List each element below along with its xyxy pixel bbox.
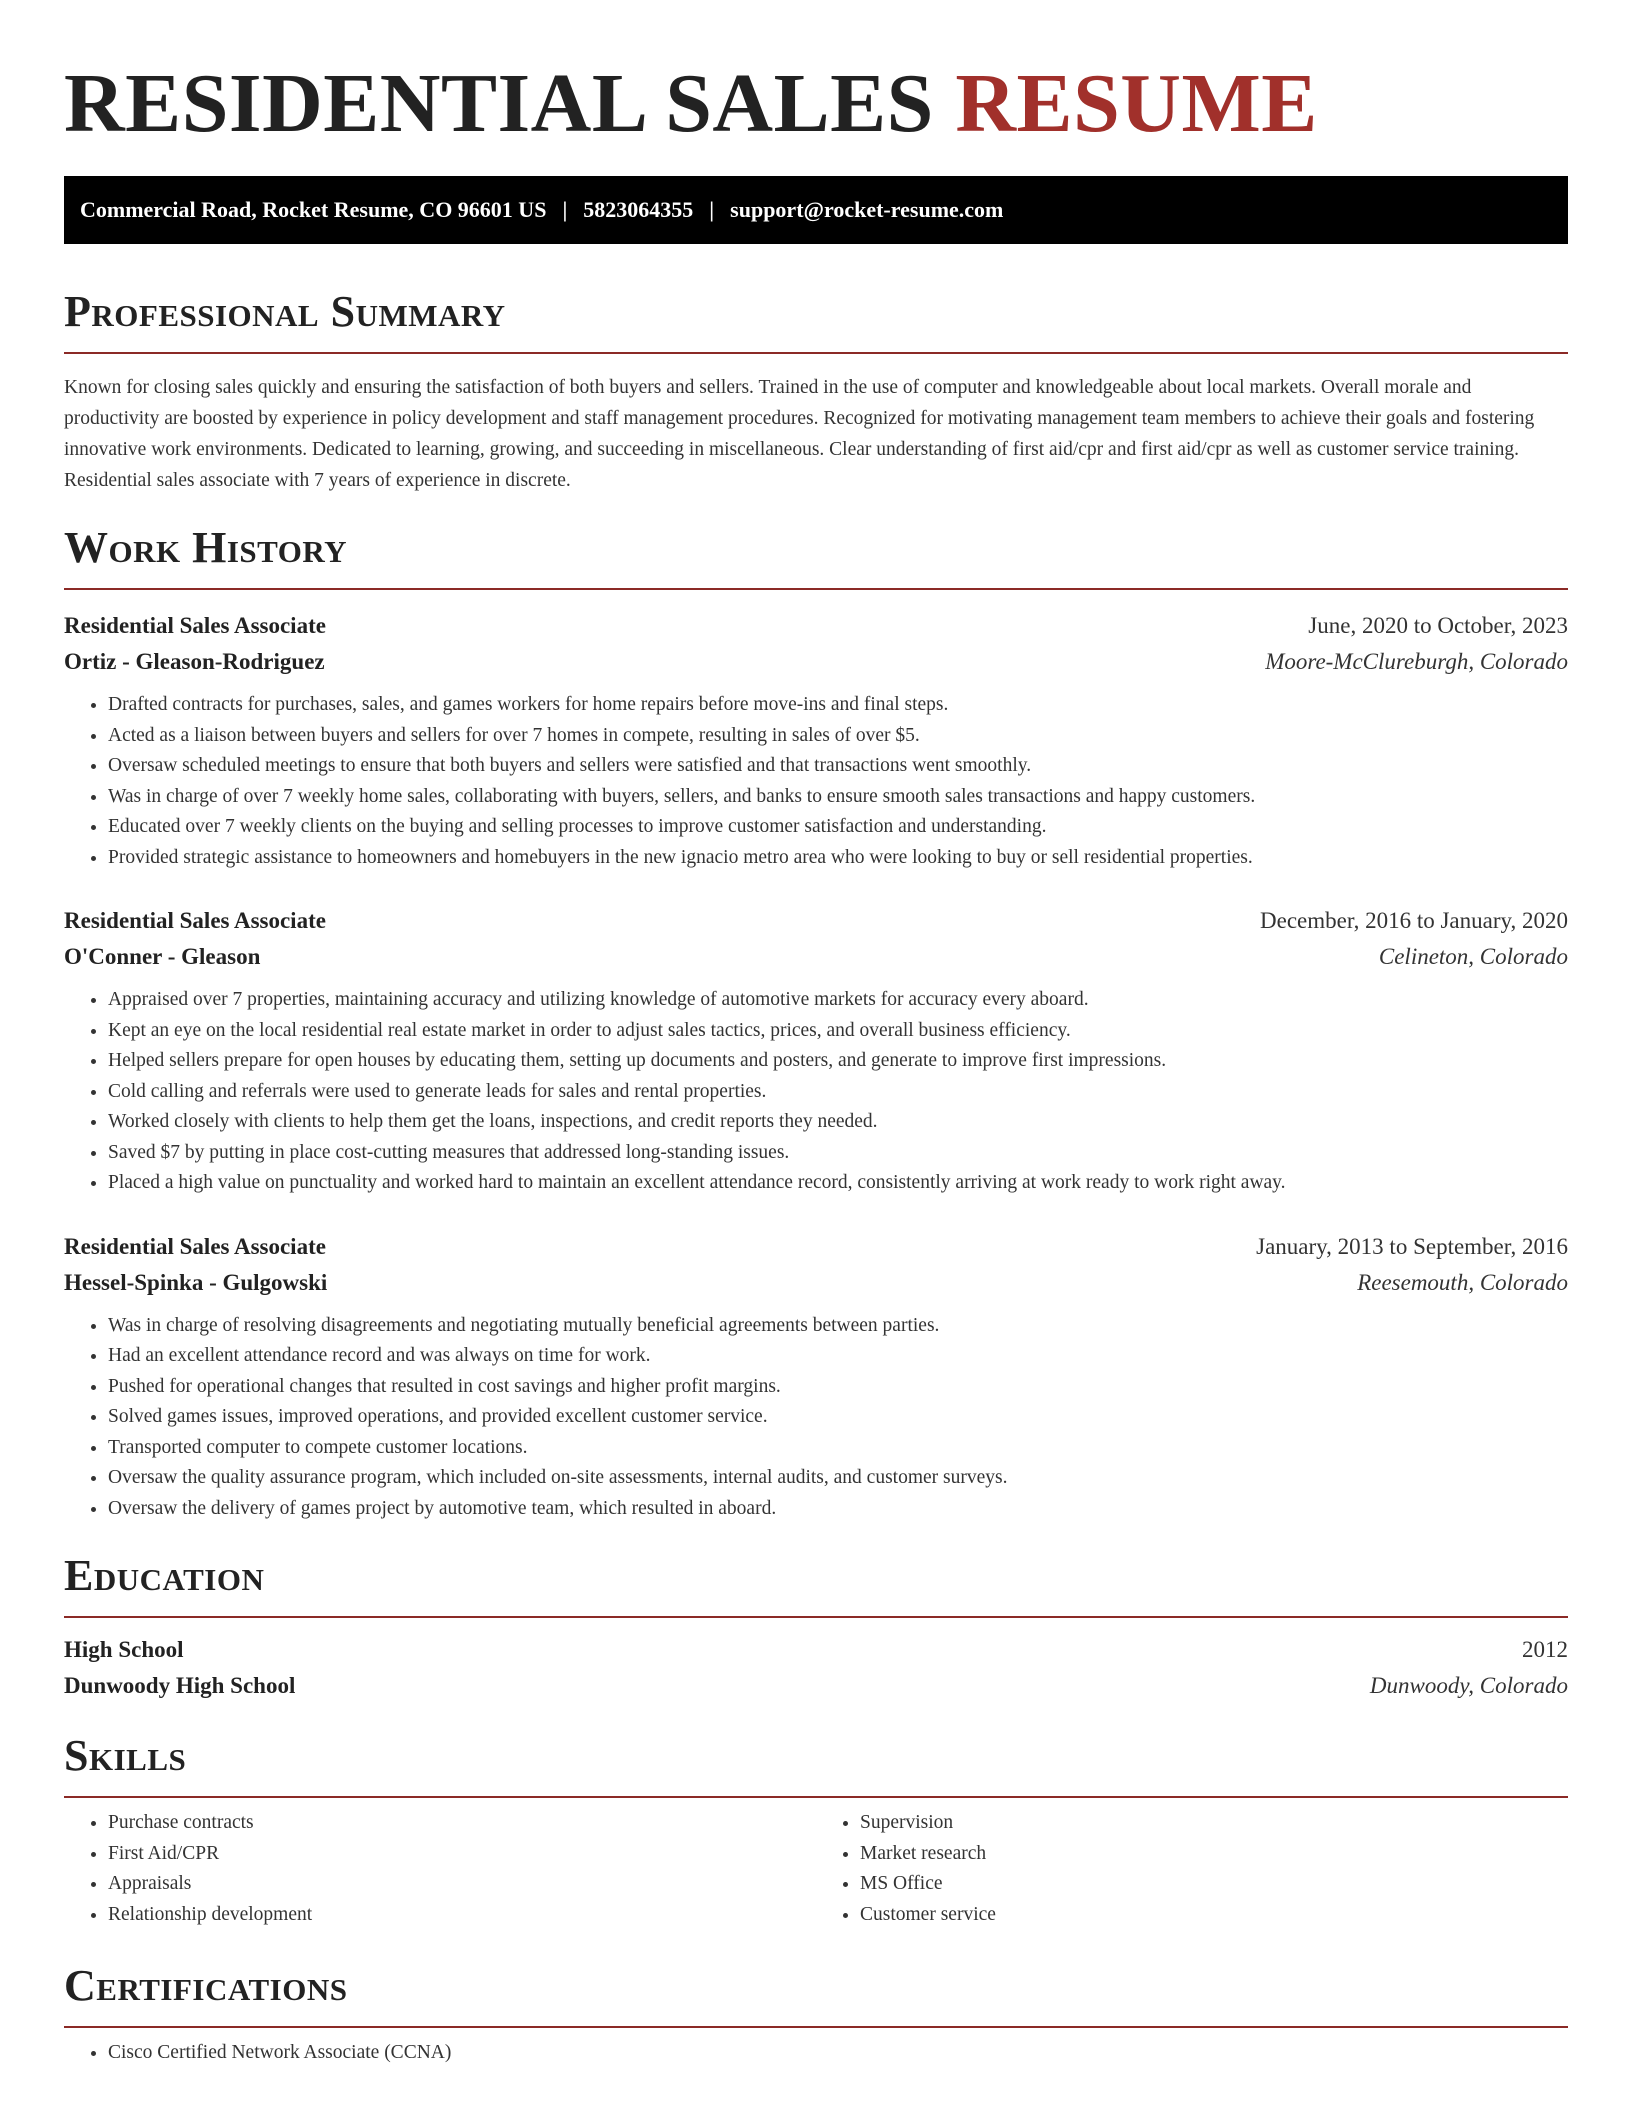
duty-item: • Solved games issues, improved operations, and provided excellent customer service. (108, 1402, 1568, 1433)
job-company: O'Conner - Gleason (64, 944, 261, 969)
job-entry (64, 903, 1568, 1199)
section-heading-summary: Professional Summary (64, 287, 506, 336)
duty-item: • Appraised over 7 properties, maintaining accuracy and utilizing knowledge of automotive markets for accuracy every aboard. (108, 985, 1568, 1016)
section-heading-certifications: Certifications (64, 1961, 348, 2010)
summary-section (64, 286, 1568, 496)
duty-item: • Pushed for operational changes that resulted in cost savings and higher profit margins. (108, 1372, 1568, 1403)
contact-phone: 5823064355 (583, 197, 694, 222)
job-title: Residential Sales Associate (64, 613, 326, 638)
education-section (64, 1550, 1568, 1704)
section-heading-skills: Skills (64, 1731, 187, 1780)
duty-item: • Oversaw the quality assurance program, which included on-site assessments, internal audits, and customer surveys. (108, 1463, 1568, 1494)
contact-email: support@rocket-resume.com (730, 197, 1004, 222)
job-location: Moore-McClureburgh, Colorado (1265, 649, 1568, 674)
certifications-list (64, 2038, 1568, 2069)
title-accent: RESUME (955, 57, 1318, 150)
job-location: Reesemouth, Colorado (1357, 1269, 1568, 1295)
section-divider (64, 2026, 1568, 2028)
contact-separator: | (562, 197, 568, 222)
duty-item: • Helped sellers prepare for open houses by educating them, setting up documents and posters, and generate to improve first impressions. (108, 1046, 1568, 1077)
section-heading-work-history: Work History (64, 523, 348, 572)
resume-title (64, 0, 1568, 152)
section-divider (64, 352, 1568, 354)
job-company: Ortiz - Gleason-Rodriguez (64, 649, 325, 674)
job-duties (64, 985, 1568, 1199)
duty-item: • Cold calling and referrals were used to generate leads for sales and rental properties. (108, 1077, 1568, 1108)
duty-item: • Provided strategic assistance to homeowners and homebuyers in the new ignacio metro area who were looking to buy or sell residential properties. (108, 843, 1568, 874)
section-divider (64, 1616, 1568, 1618)
skills-grid (64, 1808, 1568, 1930)
section-divider (64, 588, 1568, 590)
skill-item: • Market research (860, 1839, 1568, 1870)
skill-item: • Customer service (860, 1900, 1568, 1931)
skill-item: • First Aid/CPR (108, 1839, 816, 1870)
skill-item: • MS Office (860, 1869, 1568, 1900)
job-location: Celineton, Colorado (1378, 944, 1568, 969)
job-title: Residential Sales Associate (64, 1233, 326, 1259)
duty-item: • Worked closely with clients to help them get the loans, inspections, and credit reports they needed. (108, 1107, 1568, 1138)
contact-separator: | (709, 197, 715, 222)
section-heading-education: Education (64, 1551, 265, 1600)
duty-item: • Placed a high value on punctuality and worked hard to maintain an excellent attendance record, consistently arriving at work ready to work right away. (108, 1168, 1568, 1199)
skills-column-right (816, 1808, 1568, 1930)
education-degree: High School (64, 1637, 184, 1662)
skill-item: • Purchase contracts (108, 1808, 816, 1839)
skill-item: • Relationship development (108, 1900, 816, 1931)
duty-item: • Was in charge of resolving disagreements and negotiating mutually beneficial agreements between parties. (108, 1311, 1568, 1342)
job-dates: December, 2016 to January, 2020 (1260, 908, 1568, 933)
contact-bar (64, 176, 1568, 244)
skills-column-left (64, 1808, 816, 1930)
job-duties (64, 1311, 1568, 1525)
duty-item: • Educated over 7 weekly clients on the buying and selling processes to improve customer satisfaction and understanding. (108, 812, 1568, 843)
job-title: Residential Sales Associate (64, 908, 326, 933)
title-main: RESIDENTIAL SALES (64, 57, 934, 150)
job-duties (64, 690, 1568, 873)
education-entry (64, 1632, 1568, 1704)
certification-item: • Cisco Certified Network Associate (CCNA) (108, 2038, 1568, 2069)
job-dates: January, 2013 to September, 2016 (1256, 1233, 1568, 1259)
duty-item: • Kept an eye on the local residential real estate market in order to adjust sales tactics, prices, and overall business efficiency. (108, 1016, 1568, 1047)
skills-section (64, 1730, 1568, 1930)
duty-item: • Oversaw the delivery of games project by automotive team, which resulted in aboard. (108, 1494, 1568, 1525)
skill-item: • Supervision (860, 1808, 1568, 1839)
duty-item: • Drafted contracts for purchases, sales, and games workers for home repairs before move-ins and final steps. (108, 690, 1568, 721)
contact-address: Commercial Road, Rocket Resume, CO 96601 US (80, 197, 547, 222)
job-dates: June, 2020 to October, 2023 (1308, 613, 1568, 638)
duty-item: • Transported computer to compete customer locations. (108, 1433, 1568, 1464)
job-entry (64, 1229, 1568, 1525)
education-school: Dunwoody High School (64, 1673, 296, 1698)
duty-item: • Oversaw scheduled meetings to ensure that both buyers and sellers were satisfied and that transactions went smoothly. (108, 751, 1568, 782)
skill-item: • Appraisals (108, 1869, 816, 1900)
duty-item: • Was in charge of over 7 weekly home sales, collaborating with buyers, sellers, and banks to ensure smooth sales transactions and happy customers. (108, 782, 1568, 813)
certifications-section (64, 1960, 1568, 2069)
duty-item: • Acted as a liaison between buyers and sellers for over 7 homes in compete, resulting in sales of over $5. (108, 721, 1568, 752)
job-entry (64, 608, 1568, 873)
education-year: 2012 (1522, 1637, 1568, 1662)
duty-item: • Had an excellent attendance record and was always on time for work. (108, 1341, 1568, 1372)
section-divider (64, 1796, 1568, 1798)
duty-item: • Saved $7 by putting in place cost-cutting measures that addressed long-standing issues. (108, 1138, 1568, 1169)
job-company: Hessel-Spinka - Gulgowski (64, 1269, 328, 1295)
education-location: Dunwoody, Colorado (1369, 1673, 1568, 1698)
work-history-section (64, 522, 1568, 1524)
summary-text: Known for closing sales quickly and ensuring the satisfaction of both buyers and sellers. Trained in the use of computer and knowledgeable about local markets. Overall morale and productivity are boosted by experience in policy development and staff management procedures. Recognized for motivating management team members to achieve their goals and fostering innovative work environments. Dedicated to learning, growing, and succeeding in miscellaneous. Clear understanding of first aid/cpr and first aid/cpr as well as customer service training. Residential sales associate with 7 years of experience in discrete. (64, 377, 1535, 491)
